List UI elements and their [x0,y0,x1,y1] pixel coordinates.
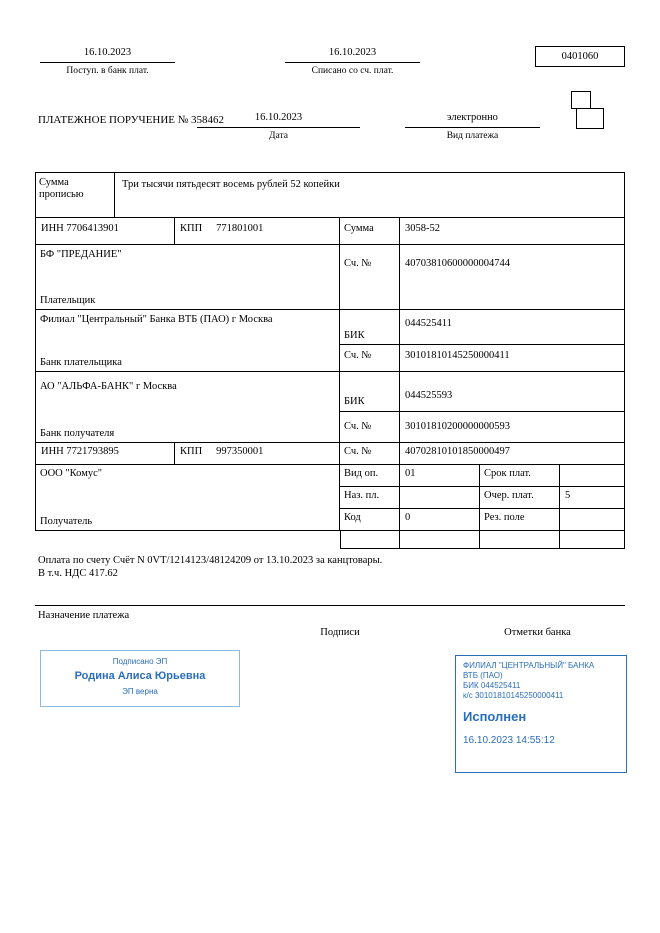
purpose-section-label: Назначение платежа [38,610,130,621]
bank-marks-label: Отметки банка [504,627,571,638]
signature-stamp-line1: Подписано ЭП [112,657,168,666]
ocher-plat-label-cell: Очер. плат. [480,487,560,509]
payer-name: БФ "ПРЕДАНИЕ" [40,249,122,260]
receiver-block-cell [35,465,340,531]
amount-words-label-line1: Сумма [39,177,69,188]
doc-date-label: Дата [269,131,288,141]
amount-words-cell: Три тысячи пятьдесят восемь рублей 52 копейки [115,172,625,218]
payer-bank-bik-cell: 044525411 [400,310,625,345]
status-field-box-1 [571,91,591,109]
received-date: 16.10.2023 [40,47,175,63]
bank-stamp-line3: БИК 044525411 [463,681,521,690]
receiver-name: ООО "Комус" [40,468,103,479]
signature-stamp [40,650,240,707]
receiver-bank-block-cell [35,372,340,443]
payer-account-cell: 40703810600000004744 [400,245,625,310]
kod-value-cell: 0 [400,509,480,531]
status-field-box-2 [576,108,604,129]
receiver-kpp-cell [175,443,340,465]
kod-label-cell: Код [340,509,400,531]
amount-words-label-line2: прописью [39,189,84,200]
payment-kind: электронно [405,112,540,128]
sum-value-cell: 3058-52 [400,218,625,245]
payer-kpp-cell [175,218,340,245]
srok-plat-value-cell [560,465,625,487]
doc-date: 16.10.2023 [197,112,360,128]
receiver-bank-account-cell: 30101810200000000593 [400,412,625,443]
debited-date: 16.10.2023 [285,47,420,63]
payer-kpp-label: КПП [180,223,203,234]
amount-words-label-cell [35,172,115,218]
receiver-section-label: Получатель [40,516,93,527]
payer-bank-name: Филиал "Центральный" Банка ВТБ (ПАО) г Москва [40,314,273,325]
payer-bank-bik-label-cell: БИК [340,310,400,345]
payer-bank-account-label-cell: Сч. № [340,345,400,372]
payer-account-label-cell: Сч. № [340,245,400,310]
receiver-inn-cell: ИНН 7721793895 [35,443,175,465]
doc-title: ПЛАТЕЖНОЕ ПОРУЧЕНИЕ № 358462 [38,114,225,126]
received-date-label: Поступ. в банк плат. [66,66,149,76]
signatures-label: Подписи [320,627,360,638]
bottom-empty-cell-3 [480,531,560,549]
bottom-empty-cell-2 [400,531,480,549]
receiver-bank-bik-label-cell: БИК [340,372,400,412]
ocher-plat-value-cell: 5 [560,487,625,509]
naz-pl-value-cell [400,487,480,509]
rez-pole-label-cell: Рез. поле [480,509,560,531]
rez-pole-value-cell [560,509,625,531]
bank-stamp-datetime: 16.10.2023 14:55:12 [463,735,555,746]
bank-stamp [455,655,627,773]
payer-block-cell [35,245,340,310]
bank-stamp-line4: к/с 30101810145250000411 [463,691,564,700]
payer-bank-block-cell [35,310,340,372]
naz-pl-label-cell: Наз. пл. [340,487,400,509]
bottom-empty-cell-4 [560,531,625,549]
signature-stamp-line3: ЭП верна [122,687,158,696]
payer-bank-section-label: Банк плательщика [40,357,122,368]
vid-op-value-cell: 01 [400,465,480,487]
purpose-text-line2: В т.ч. НДС 417.62 [38,568,118,579]
bank-stamp-line1: ФИЛИАЛ "ЦЕНТРАЛЬНЫЙ" БАНКА [463,661,595,670]
payer-bank-account-cell: 30101810145250000411 [400,345,625,372]
purpose-text-line1: Оплата по счету Счёт N 0VT/1214123/48124209 от 13.10.2023 за канцтовары. [38,555,383,566]
signature-stamp-name: Родина Алиса Юрьевна [74,670,206,682]
payer-kpp-value: 771801001 [216,223,264,234]
bank-stamp-line2: ВТБ (ПАО) [463,671,503,680]
receiver-account-label-cell: Сч. № [340,443,400,465]
receiver-bank-bik-cell: 044525593 [400,372,625,412]
bottom-empty-cell-1 [340,531,400,549]
receiver-bank-section-label: Банк получателя [40,428,115,439]
payer-section-label: Плательщик [40,295,96,306]
receiver-bank-name: АО "АЛЬФА-БАНК" г Москва [40,381,177,392]
debited-date-label: Списано со сч. плат. [311,66,394,76]
bank-stamp-status: Исполнен [463,709,527,724]
receiver-bank-account-label-cell: Сч. № [340,412,400,443]
payer-inn-cell: ИНН 7706413901 [35,218,175,245]
srok-plat-label-cell: Срок плат. [480,465,560,487]
form-code-box: 0401060 [535,46,625,67]
receiver-kpp-value: 997350001 [216,446,264,457]
payment-kind-label: Вид платежа [446,131,499,141]
receiver-kpp-label: КПП [180,446,203,457]
purpose-rule [35,605,625,606]
receiver-account-cell: 40702810101850000497 [400,443,625,465]
vid-op-label-cell: Вид оп. [340,465,400,487]
sum-label-cell: Сумма [340,218,400,245]
